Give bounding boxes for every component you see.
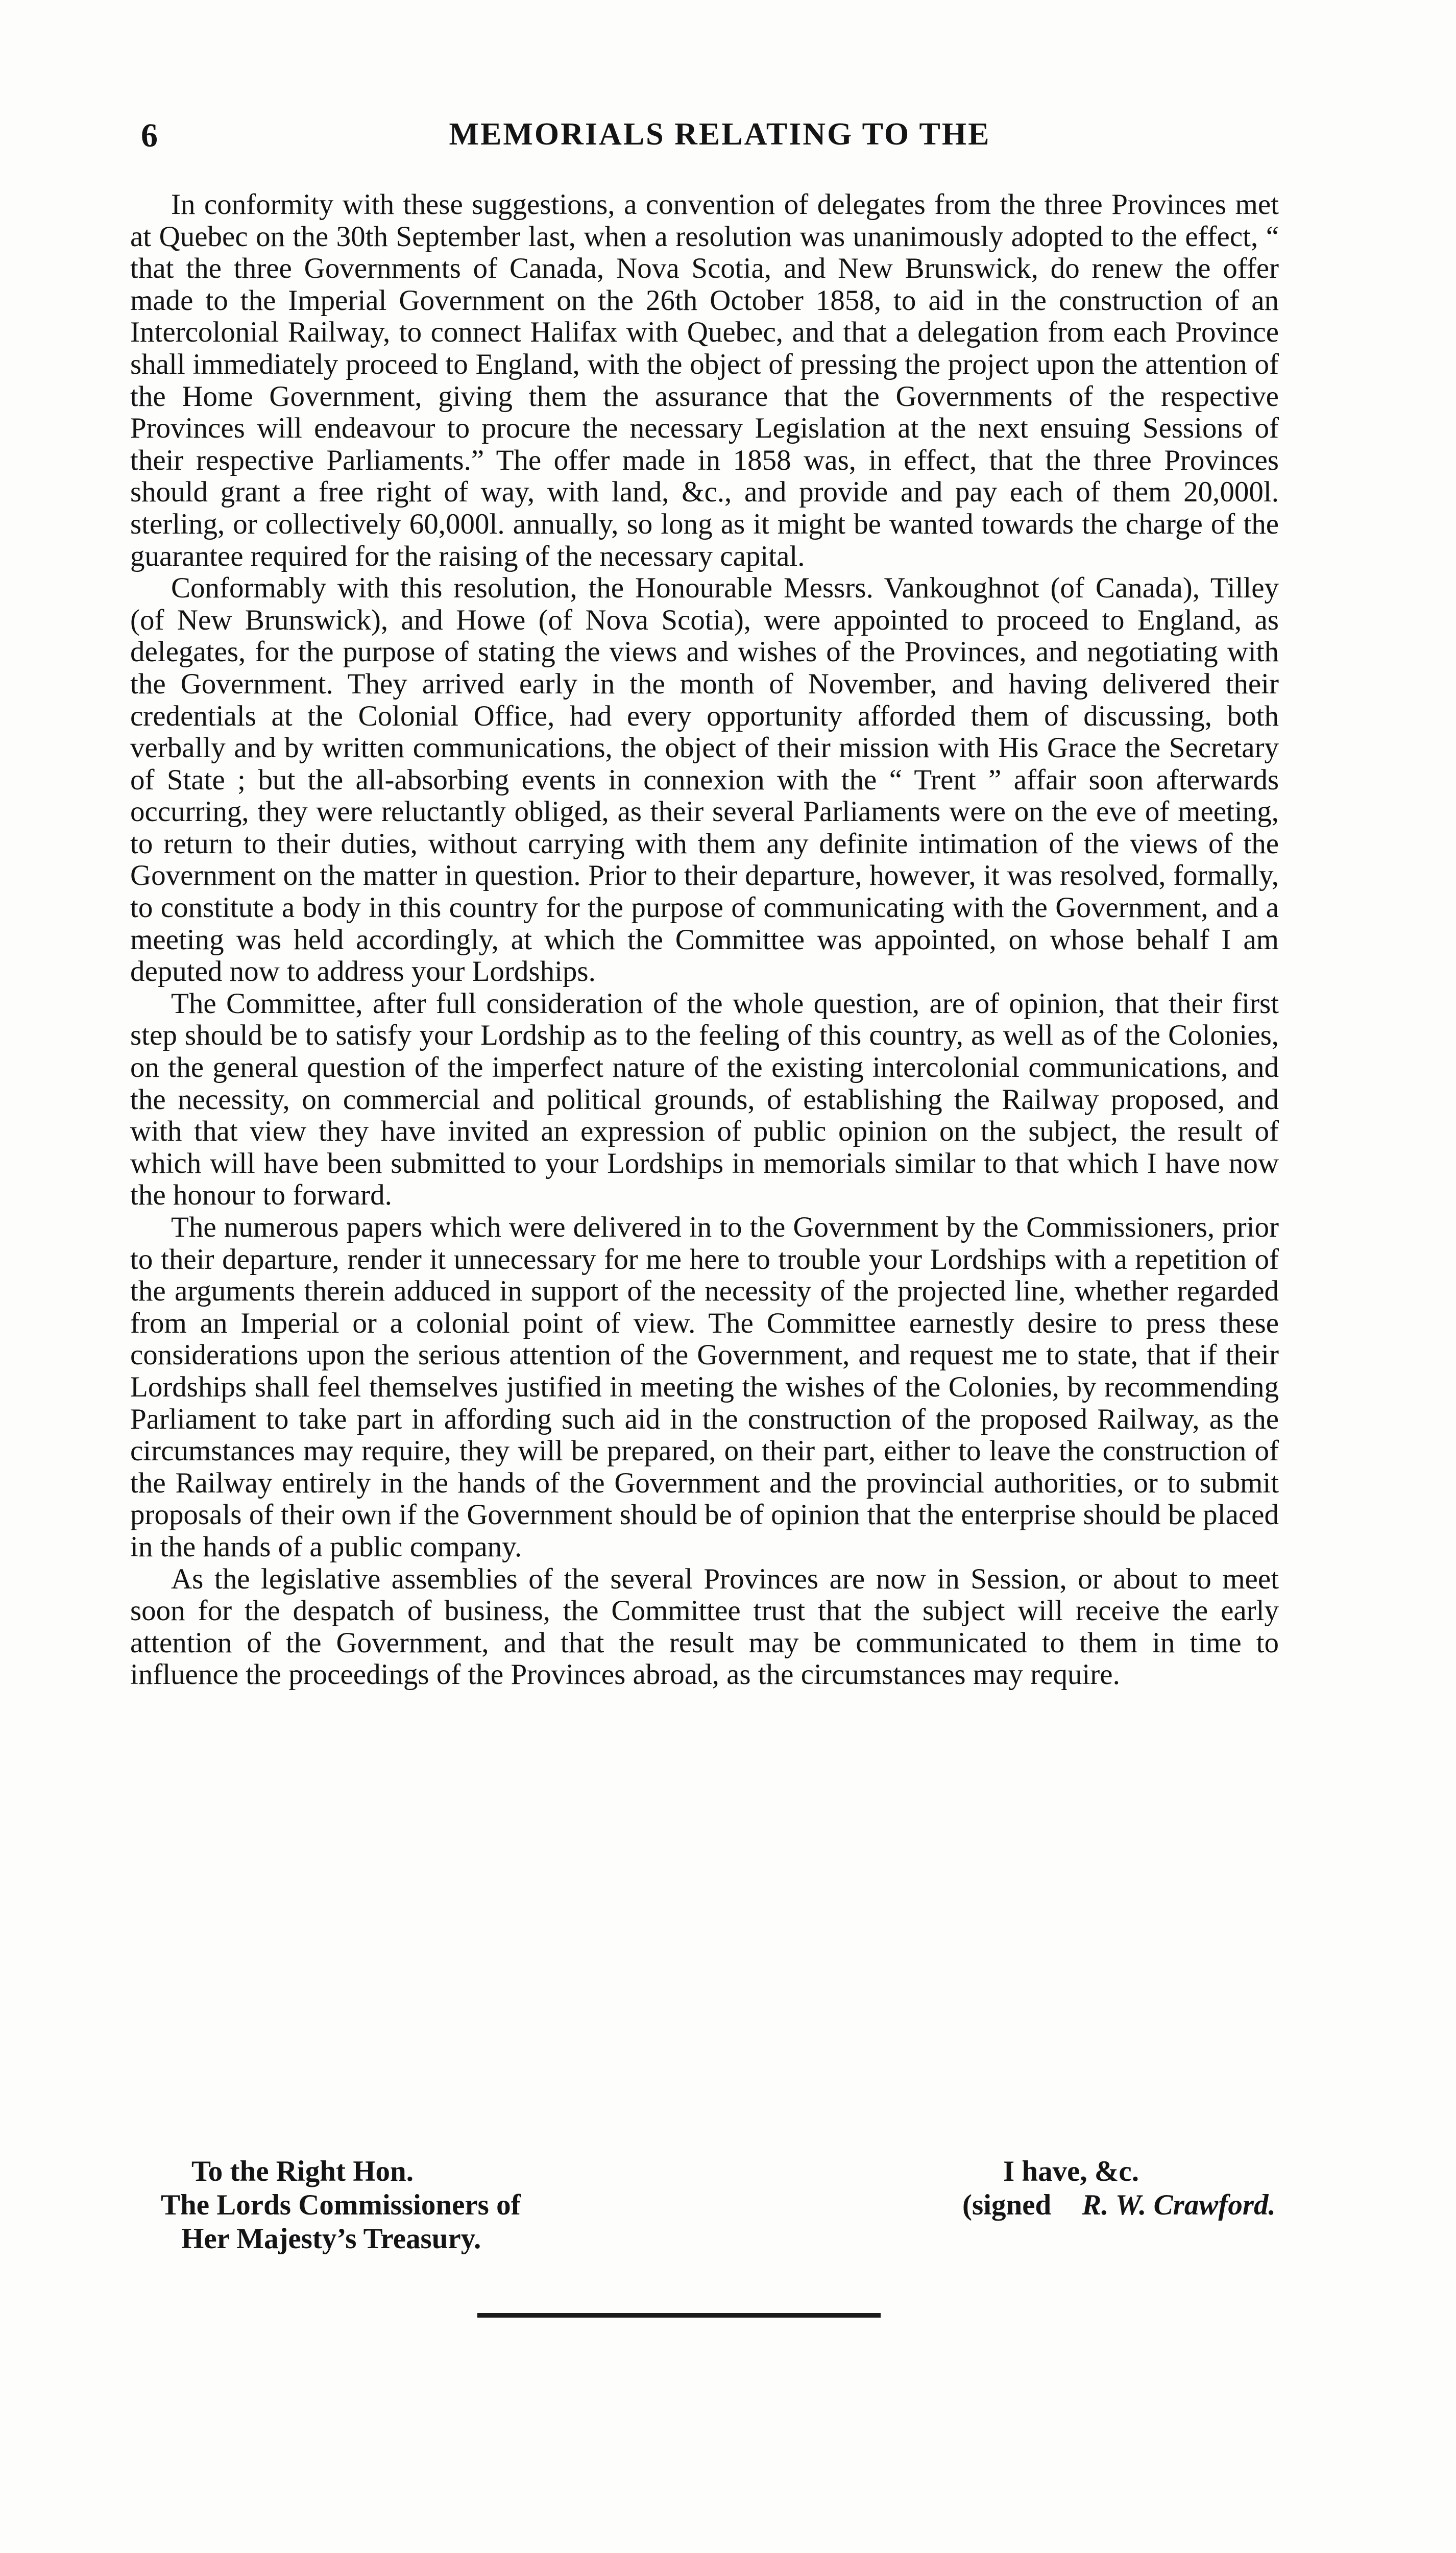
closing-rule bbox=[477, 2313, 881, 2318]
addressee-line: To the Right Hon. bbox=[191, 2155, 414, 2187]
addressee bbox=[130, 2155, 521, 2256]
memorial-body bbox=[130, 189, 1279, 1691]
addressee-line: The Lords Commissioners of bbox=[161, 2189, 521, 2221]
paragraph-convention: In conformity with these suggestions, a convention of delegates from the three Provinces met at Quebec on the 30th September last, when a resolution was unanimously adopted to the effect, “ that the three Governments of Canada, Nova Scotia, and New Brunswick, do renew the offer made to the Imperial Government on the 26th October 1858, to aid in the construction of an Intercolonial Railway, to connect Halifax with Quebec, and that a delegation from each Province shall immediately proceed to England, with the object of pressing the project upon the attention of the Home Government, giving them the assurance that the Governments of the respective Provinces will endeavour to procure the necessary Legislation at the next ensuing Sessions of their respective Parliaments.” The offer made in 1858 was, in effect, that the three Provinces should grant a free right of way, with land, &c., and provide and pay each of them 20,000l. sterling, or collectively 60,000l. annually, so long as it might be wanted towards the charge of the guarantee required for the raising of the necessary capital. bbox=[130, 188, 1279, 572]
closing-greeting: I have, &c. bbox=[1003, 2155, 1139, 2187]
paragraph-commissioners-papers: The numerous papers which were delivered in to the Government by the Commissioners, prior to their departure, render it unnecessary for me here to trouble your Lordships with a repetition of the arguments therein adduced in support of the necessity of the projected line, whether regarded from an Imperial or a colonial point of view. The Committee earnestly desire to press these considerations upon the serious attention of the Government, and request me to state, that if their Lordships shall feel themselves justified in meeting the wishes of the Colonies, by recommending Parliament to take part in affording such aid in the construction of the proposed Railway, as the circumstances may require, they will be prepared, on their part, either to leave the construction of the Railway entirely in the hands of the Government and the provincial authorities, or to submit proposals of their own if the Government should be of opinion that the enterprise should be placed in the hands of a public company. bbox=[130, 1211, 1279, 1563]
paragraph-delegates: Conformably with this resolution, the Honourable Messrs. Vankoughnot (of Canada), Tilley (of New Brunswick), and Howe (of Nova Scotia), were appointed to proceed to England, as delegates, for the purpose of stating the views and wishes of the Provinces, and negotiating with the Government. They arrived early in the month of November, and having delivered their credentials at the Colonial Office, had every opportunity afforded them of discussing, both verbally and by written communications, the object of their mission with His Grace the Secretary of State ; but the all-absorbing events in connexion with the “ Trent ” affair soon afterwards occurring, they were reluctantly obliged, as their several Parliaments were on the eve of meeting, to return to their duties, without carrying with them any definite intimation of the views of the Government on the matter in question. Prior to their departure, however, it was resolved, formally, to constitute a body in this country for the purpose of communicating with the Government, and a meeting was held accordingly, at which the Committee was appointed, on whose behalf I am deputed now to address your Lordships. bbox=[130, 572, 1279, 988]
addressee-line: Her Majesty’s Treasury. bbox=[181, 2223, 481, 2255]
page-header bbox=[128, 116, 1312, 162]
signed-label: (signed bbox=[962, 2189, 1052, 2221]
paragraph-committee-opinion: The Committee, after full consideration of the whole question, are of opinion, that their first step should be to satisfy your Lordship as to the feeling of this country, as well as of the Colonies, on the general question of the imperfect nature of the existing intercolonial communications, and the necessity, on commercial and political grounds, of establishing the Railway proposed, and with that view they have invited an expression of public opinion on the subject, the result of which will have been submitted to your Lordships in memorials similar to that which I have now the honour to forward. bbox=[130, 987, 1279, 1212]
signature-line bbox=[809, 2188, 1279, 2222]
closing-block bbox=[130, 2155, 1279, 2272]
signatory-name: R. W. Crawford. bbox=[1082, 2189, 1276, 2221]
page-number: 6 bbox=[141, 117, 158, 154]
signature-block bbox=[809, 2155, 1279, 2222]
running-head: MEMORIALS RELATING TO THE bbox=[449, 117, 991, 152]
paragraph-legislative-assemblies: As the legislative assemblies of the several Provinces are now in Session, or about to meet soon for the despatch of business, the Committee trust that the subject will receive the early attention of the Government, and that the result may be communicated to them in time to influence the proceedings of the Provinces abroad, as the circumstances may require. bbox=[130, 1562, 1279, 1691]
